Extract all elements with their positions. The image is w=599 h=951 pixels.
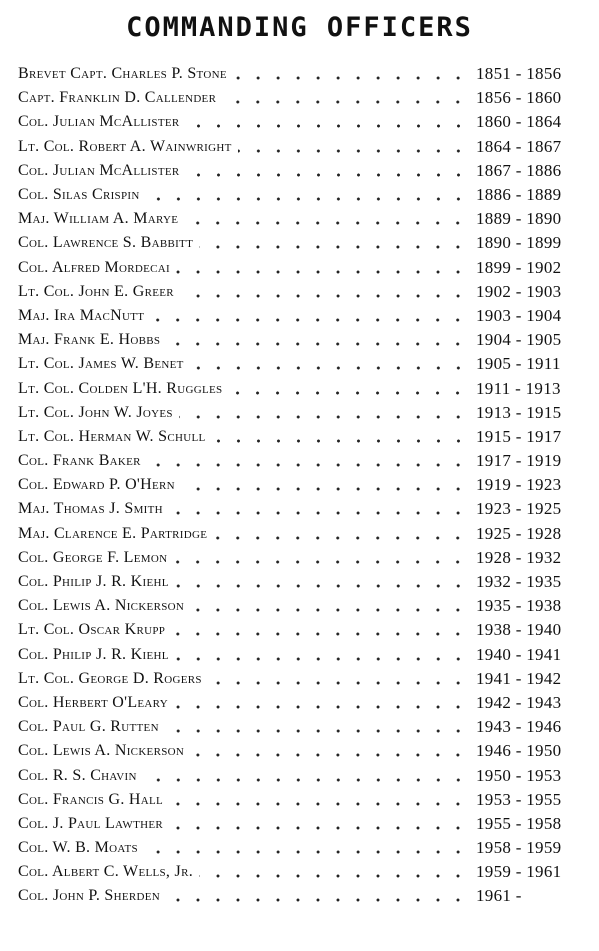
officer-row [18, 812, 580, 836]
officer-name: Maj. Frank E. Hobbs [18, 331, 164, 349]
officer-row [18, 207, 580, 231]
officer-name: Col. Herbert O'Leary [18, 694, 172, 712]
dot-leader [171, 620, 468, 636]
dot-leader [228, 379, 468, 395]
officer-row [18, 691, 580, 715]
dot-leader [208, 669, 468, 685]
officer-name: Col. Silas Crispin [18, 186, 144, 204]
officer-name: Col. John P. Sherden [18, 887, 164, 905]
officer-row [18, 401, 580, 425]
dot-leader [233, 64, 468, 80]
officer-row [18, 594, 580, 618]
officer-years: 1950 - 1953 [476, 765, 562, 785]
officer-name: Maj. Thomas J. Smith [18, 500, 167, 518]
officer-name: Col. Francis G. Hall [18, 791, 167, 809]
officer-years: 1886 - 1889 [476, 185, 562, 205]
officer-years: 1935 - 1938 [476, 596, 562, 616]
dot-leader [213, 524, 468, 540]
dot-leader [147, 451, 468, 467]
officer-name: Col. Julian McAllister [18, 162, 184, 180]
officer-row [18, 256, 580, 280]
dot-leader [166, 330, 468, 346]
officer-name: Lt. Col. Robert A. Wainwright [18, 138, 236, 156]
dot-leader [169, 790, 468, 806]
dot-leader [184, 209, 468, 225]
officer-years: 1856 - 1860 [476, 88, 562, 108]
officer-row [18, 570, 580, 594]
officer-years: 1911 - 1913 [476, 378, 561, 398]
dot-leader [166, 886, 468, 902]
officer-years: 1919 - 1923 [476, 475, 562, 495]
dot-leader [212, 427, 468, 443]
officer-row [18, 183, 580, 207]
officer-row [18, 618, 580, 642]
officer-row [18, 135, 580, 159]
officer-name: Col. W. B. Moats [18, 839, 142, 857]
dot-leader [150, 306, 468, 322]
officer-name: Lt. Col. Oscar Krupp [18, 621, 169, 639]
dot-leader [143, 766, 468, 782]
page-title: COMMANDING OFFICERS [126, 12, 473, 43]
officer-name: Lt. Col. John E. Greer [18, 283, 178, 301]
officer-years: 1864 - 1867 [476, 136, 562, 156]
officer-row [18, 546, 580, 570]
officer-years: 1913 - 1915 [476, 402, 562, 422]
officer-list [18, 62, 580, 909]
officer-name: Col. Philip J. R. Kiehl [18, 573, 173, 591]
dot-leader [190, 741, 468, 757]
officer-name: Col. J. Paul Lawther [18, 815, 167, 833]
officer-row [18, 884, 580, 908]
officer-name: Maj. Clarence E. Partridge [18, 525, 211, 543]
officer-name: Col. George F. Lemon [18, 549, 171, 567]
officer-name: Lt. Col. John W. Joyes [18, 404, 177, 422]
officer-years: 1867 - 1886 [476, 160, 562, 180]
officer-years: 1928 - 1932 [476, 547, 562, 567]
officer-row [18, 231, 580, 255]
officer-name: Brevet Capt. Charles P. Stone [18, 65, 231, 83]
officer-row [18, 667, 580, 691]
dot-leader [238, 137, 468, 153]
dot-leader [169, 814, 468, 830]
officer-row [18, 860, 580, 884]
officer-years: 1955 - 1958 [476, 813, 562, 833]
officer-name: Col. Julian McAllister [18, 113, 184, 131]
officer-row [18, 449, 580, 473]
officer-years: 1890 - 1899 [476, 233, 562, 253]
officer-name: Col. Philip J. R. Kiehl [18, 646, 173, 664]
officer-name: Col. Albert C. Wells, Jr. [18, 863, 197, 881]
officer-years: 1925 - 1928 [476, 523, 562, 543]
dot-leader [165, 717, 468, 733]
dot-leader [199, 862, 468, 878]
dot-leader [186, 112, 469, 128]
officer-name: Capt. Franklin D. Callender [18, 89, 220, 107]
officer-name: Maj. William A. Marye [18, 210, 182, 228]
officer-years: 1943 - 1946 [476, 717, 562, 737]
dot-leader [199, 233, 468, 249]
dot-leader [180, 282, 468, 298]
dot-leader [146, 185, 468, 201]
officer-years: 1938 - 1940 [476, 620, 562, 640]
officer-years: 1899 - 1902 [476, 257, 562, 277]
officer-years: 1904 - 1905 [476, 330, 562, 350]
officer-name: Col. Paul G. Rutten [18, 718, 163, 736]
officer-years: 1860 - 1864 [476, 112, 562, 132]
officer-row [18, 643, 580, 667]
officer-name: Col. R. S. Chavin [18, 767, 141, 785]
officer-years: 1958 - 1959 [476, 838, 562, 858]
officer-years: 1961 - [476, 886, 522, 906]
dot-leader [190, 354, 468, 370]
officer-row [18, 425, 580, 449]
officer-years: 1917 - 1919 [476, 451, 562, 471]
officer-row [18, 304, 580, 328]
dot-leader [186, 161, 469, 177]
officer-name: Lt. Col. Herman W. Schull [18, 428, 210, 446]
officer-row [18, 473, 580, 497]
officer-name: Col. Lawrence S. Babbitt [18, 234, 197, 252]
dot-leader [169, 499, 468, 515]
officer-name: Lt. Col. James W. Benet [18, 355, 188, 373]
officer-years: 1905 - 1911 [476, 354, 561, 374]
officer-row [18, 715, 580, 739]
officer-row [18, 86, 580, 110]
officer-row [18, 763, 580, 787]
officer-row [18, 376, 580, 400]
officer-years: 1959 - 1961 [476, 862, 562, 882]
officer-years: 1932 - 1935 [476, 572, 562, 592]
dot-leader [144, 838, 468, 854]
dot-leader [173, 548, 468, 564]
dot-leader [175, 645, 468, 661]
officer-years: 1953 - 1955 [476, 789, 562, 809]
officer-name: Lt. Col. George D. Rogers [18, 670, 206, 688]
officer-row [18, 522, 580, 546]
officer-row [18, 280, 580, 304]
dot-leader [176, 258, 468, 274]
officer-years: 1941 - 1942 [476, 668, 562, 688]
officer-years: 1940 - 1941 [476, 644, 562, 664]
officer-years: 1889 - 1890 [476, 209, 562, 229]
officer-years: 1915 - 1917 [476, 426, 562, 446]
officer-row [18, 739, 580, 763]
dot-leader [179, 403, 468, 419]
officer-row [18, 497, 580, 521]
officer-row [18, 62, 580, 86]
officer-years: 1942 - 1943 [476, 692, 562, 712]
officer-row [18, 836, 580, 860]
officer-name: Col. Frank Baker [18, 452, 145, 470]
officer-years: 1923 - 1925 [476, 499, 562, 519]
officer-name: Col. Lewis A. Nickerson [18, 597, 188, 615]
officer-years: 1946 - 1950 [476, 741, 562, 761]
officer-name: Col. Alfred Mordecai [18, 259, 174, 277]
dot-leader [181, 475, 468, 491]
officer-row [18, 352, 580, 376]
dot-leader [222, 88, 468, 104]
dot-leader [175, 572, 468, 588]
officer-years: 1903 - 1904 [476, 305, 562, 325]
officer-years: 1902 - 1903 [476, 281, 562, 301]
officer-name: Maj. Ira MacNutt [18, 307, 148, 325]
officer-row [18, 110, 580, 134]
officer-name: Col. Edward P. O'Hern [18, 476, 179, 494]
officer-row [18, 159, 580, 183]
officer-name: Lt. Col. Colden L'H. Ruggles [18, 380, 226, 398]
officer-years: 1851 - 1856 [476, 64, 562, 84]
officer-name: Col. Lewis A. Nickerson [18, 742, 188, 760]
dot-leader [190, 596, 468, 612]
dot-leader [174, 693, 468, 709]
officer-row [18, 788, 580, 812]
officer-row [18, 328, 580, 352]
